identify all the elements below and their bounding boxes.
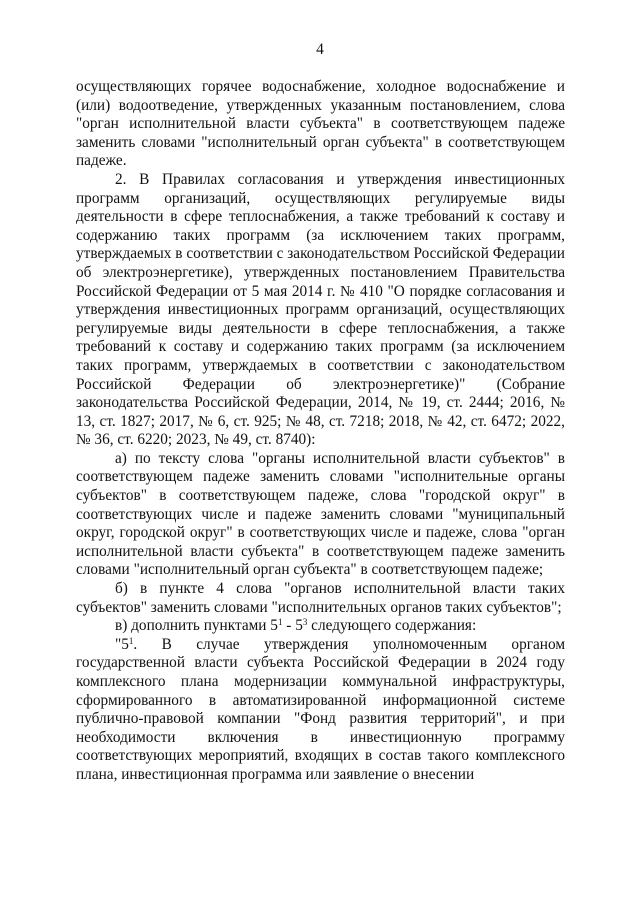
subitem-v-text-middle: - 5 <box>282 617 303 635</box>
page-number: 4 <box>316 41 324 58</box>
superscript: 1 <box>277 617 283 628</box>
superscript: 1 <box>128 635 134 646</box>
superscript: 3 <box>302 617 308 628</box>
paragraph-item-2: 2. В Правилах согласования и утверждения инвестиционных программ организаций, осуществляющих регулируемые виды деятельности в сфере теплоснабжения, а также требований к составу и содержанию таких программ (за исключением таких программ, утверждаемых в соответствии с законодательством Российской Федерации об электроэнергетике), утвержденных постановлением Правительства Российской Федерации от 5 мая 2014 г. № 410 "О порядке согласования и утверждения инвестиционных программ организаций, осуществляющих регулируемые виды деятельности в сфере теплоснабжения, а также требований к составу и содержанию таких программ (за исключением таких программ, утверждаемых в соответствии с законодательством Российской Федерации об электроэнергетике)" (Собрание законодательства Российской Федерации, 2014, № 19, ст. 2444; 2016, № 13, ст. 1827; 2017, № 6, ст. 925; № 48, ст. 7218; 2018, № 42, ст. 6472; 2022, № 36, ст. 6220; 2023, № 49, ст. 8740): <box>76 170 565 449</box>
paragraph-subitem-v <box>76 617 565 636</box>
paragraph-continuation: осуществляющих горячее водоснабжение, холодное водоснабжение и (или) водоотведение, утвержденных указанным постановлением, слова "орган исполнительной власти субъекта" в соответствующем падеже заменить словами "исполнительный орган субъекта" в соответствующем падеже. <box>76 78 565 170</box>
clause-number-start: "5 <box>115 635 129 653</box>
paragraph-subitem-a: а) по тексту слова "органы исполнительной власти субъектов" в соответствующем падеже заменить словами "исполнительные органы субъектов" в соответствующем падеже, слова "городской округ" в соответствующих числе и падеже заменить словами "муниципальный округ, городской округ" в соответствующих числе и падеже, слова "орган исполнительной власти субъекта" в соответствующем падеже заменить словами "исполнительный орган субъекта" в соответствующем падеже; <box>76 449 565 579</box>
clause-text: . В случае утверждения уполномоченным органом государственной власти субъекта Российской Федерации в 2024 году комплексного плана модернизации коммунальной инфраструктуры, сформированного в автоматизированной информационной системе публично-правовой компании "Фонд развития территорий", и при необходимости включения в инвестиционную программу соответствующих мероприятий, входящих в состав такого комплексного плана, инвестиционная программа или заявление о внесении <box>76 635 565 783</box>
paragraph-clause-5-1 <box>76 636 565 785</box>
subitem-v-text-start: в) дополнить пунктами 5 <box>115 617 278 635</box>
subitem-v-text-end: следующего содержания: <box>307 617 477 635</box>
document-body <box>76 78 565 785</box>
paragraph-subitem-b: б) в пункте 4 слова "органов исполнительной власти таких субъектов" заменить словами "исполнительных органов таких субъектов"; <box>76 580 565 616</box>
